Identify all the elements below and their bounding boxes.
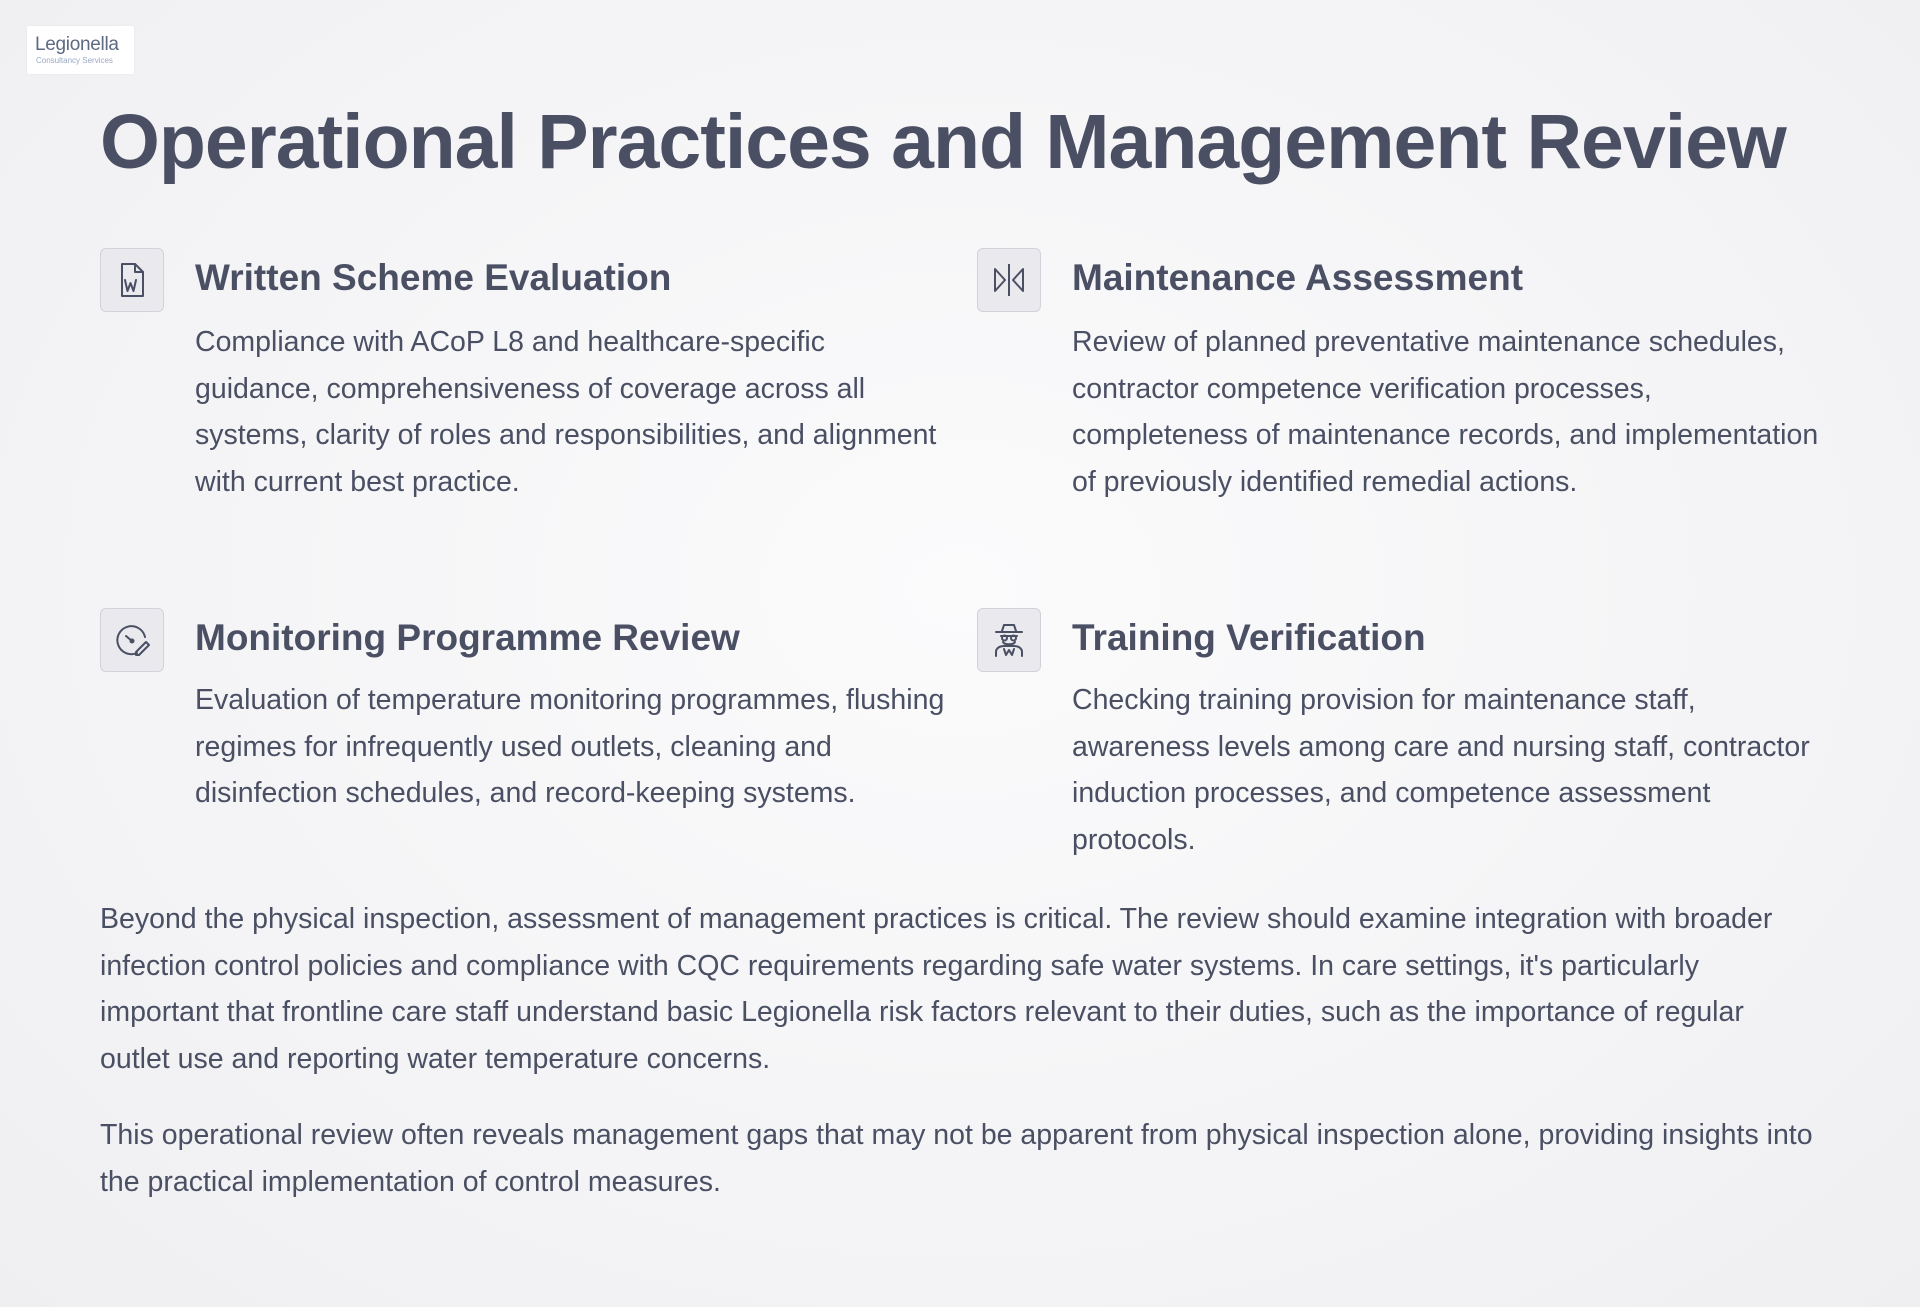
section-description: Evaluation of temperature monitoring programmes, flushing regimes for infrequently used outlets, cleaning and disinfection schedules, and record-keeping systems. <box>195 684 945 809</box>
section-description: Checking training provision for maintenance staff, awareness levels among care and nursing staff, contractor induction processes, and competence assessment protocols. <box>1072 684 1810 856</box>
mirror-compare-icon <box>977 248 1041 312</box>
logo-subtitle: Consultancy Services <box>36 56 113 65</box>
section-description: Review of planned preventative maintenance schedules, contractor competence verification processes, completeness of maintenance records, and implementation of previously identified remedial actions. <box>1072 326 1819 498</box>
gauge-edit-icon <box>100 608 164 672</box>
section-description: Compliance with ACoP L8 and healthcare-specific guidance, comprehensiveness of coverage across all systems, clarity of roles and responsibilities, and alignment with current best practice. <box>195 326 937 498</box>
section-title: Maintenance Assessment <box>1072 257 1524 298</box>
body-paragraph: This operational review often reveals management gaps that may not be apparent from physical inspection alone, providing insights into the practical implementation of control measures. <box>100 1119 1813 1198</box>
section-title: Training Verification <box>1072 617 1426 658</box>
logo-name: Legionella <box>35 34 119 55</box>
word-document-icon <box>100 248 164 312</box>
section-title: Written Scheme Evaluation <box>195 257 672 298</box>
body-paragraph: Beyond the physical inspection, assessment of management practices is critical. The review should examine integration with broader infection control policies and compliance with CQC requirements regarding safe water systems. In care settings, it's particularly important that frontline care staff understand basic Legionella risk factors relevant to their duties, such as the importance of regular outlet use and reporting water temperature concerns. <box>100 903 1773 1075</box>
page-title: Operational Practices and Management Review <box>100 99 1786 185</box>
section-title: Monitoring Programme Review <box>195 617 740 658</box>
company-logo <box>27 26 134 74</box>
detective-icon <box>977 608 1041 672</box>
